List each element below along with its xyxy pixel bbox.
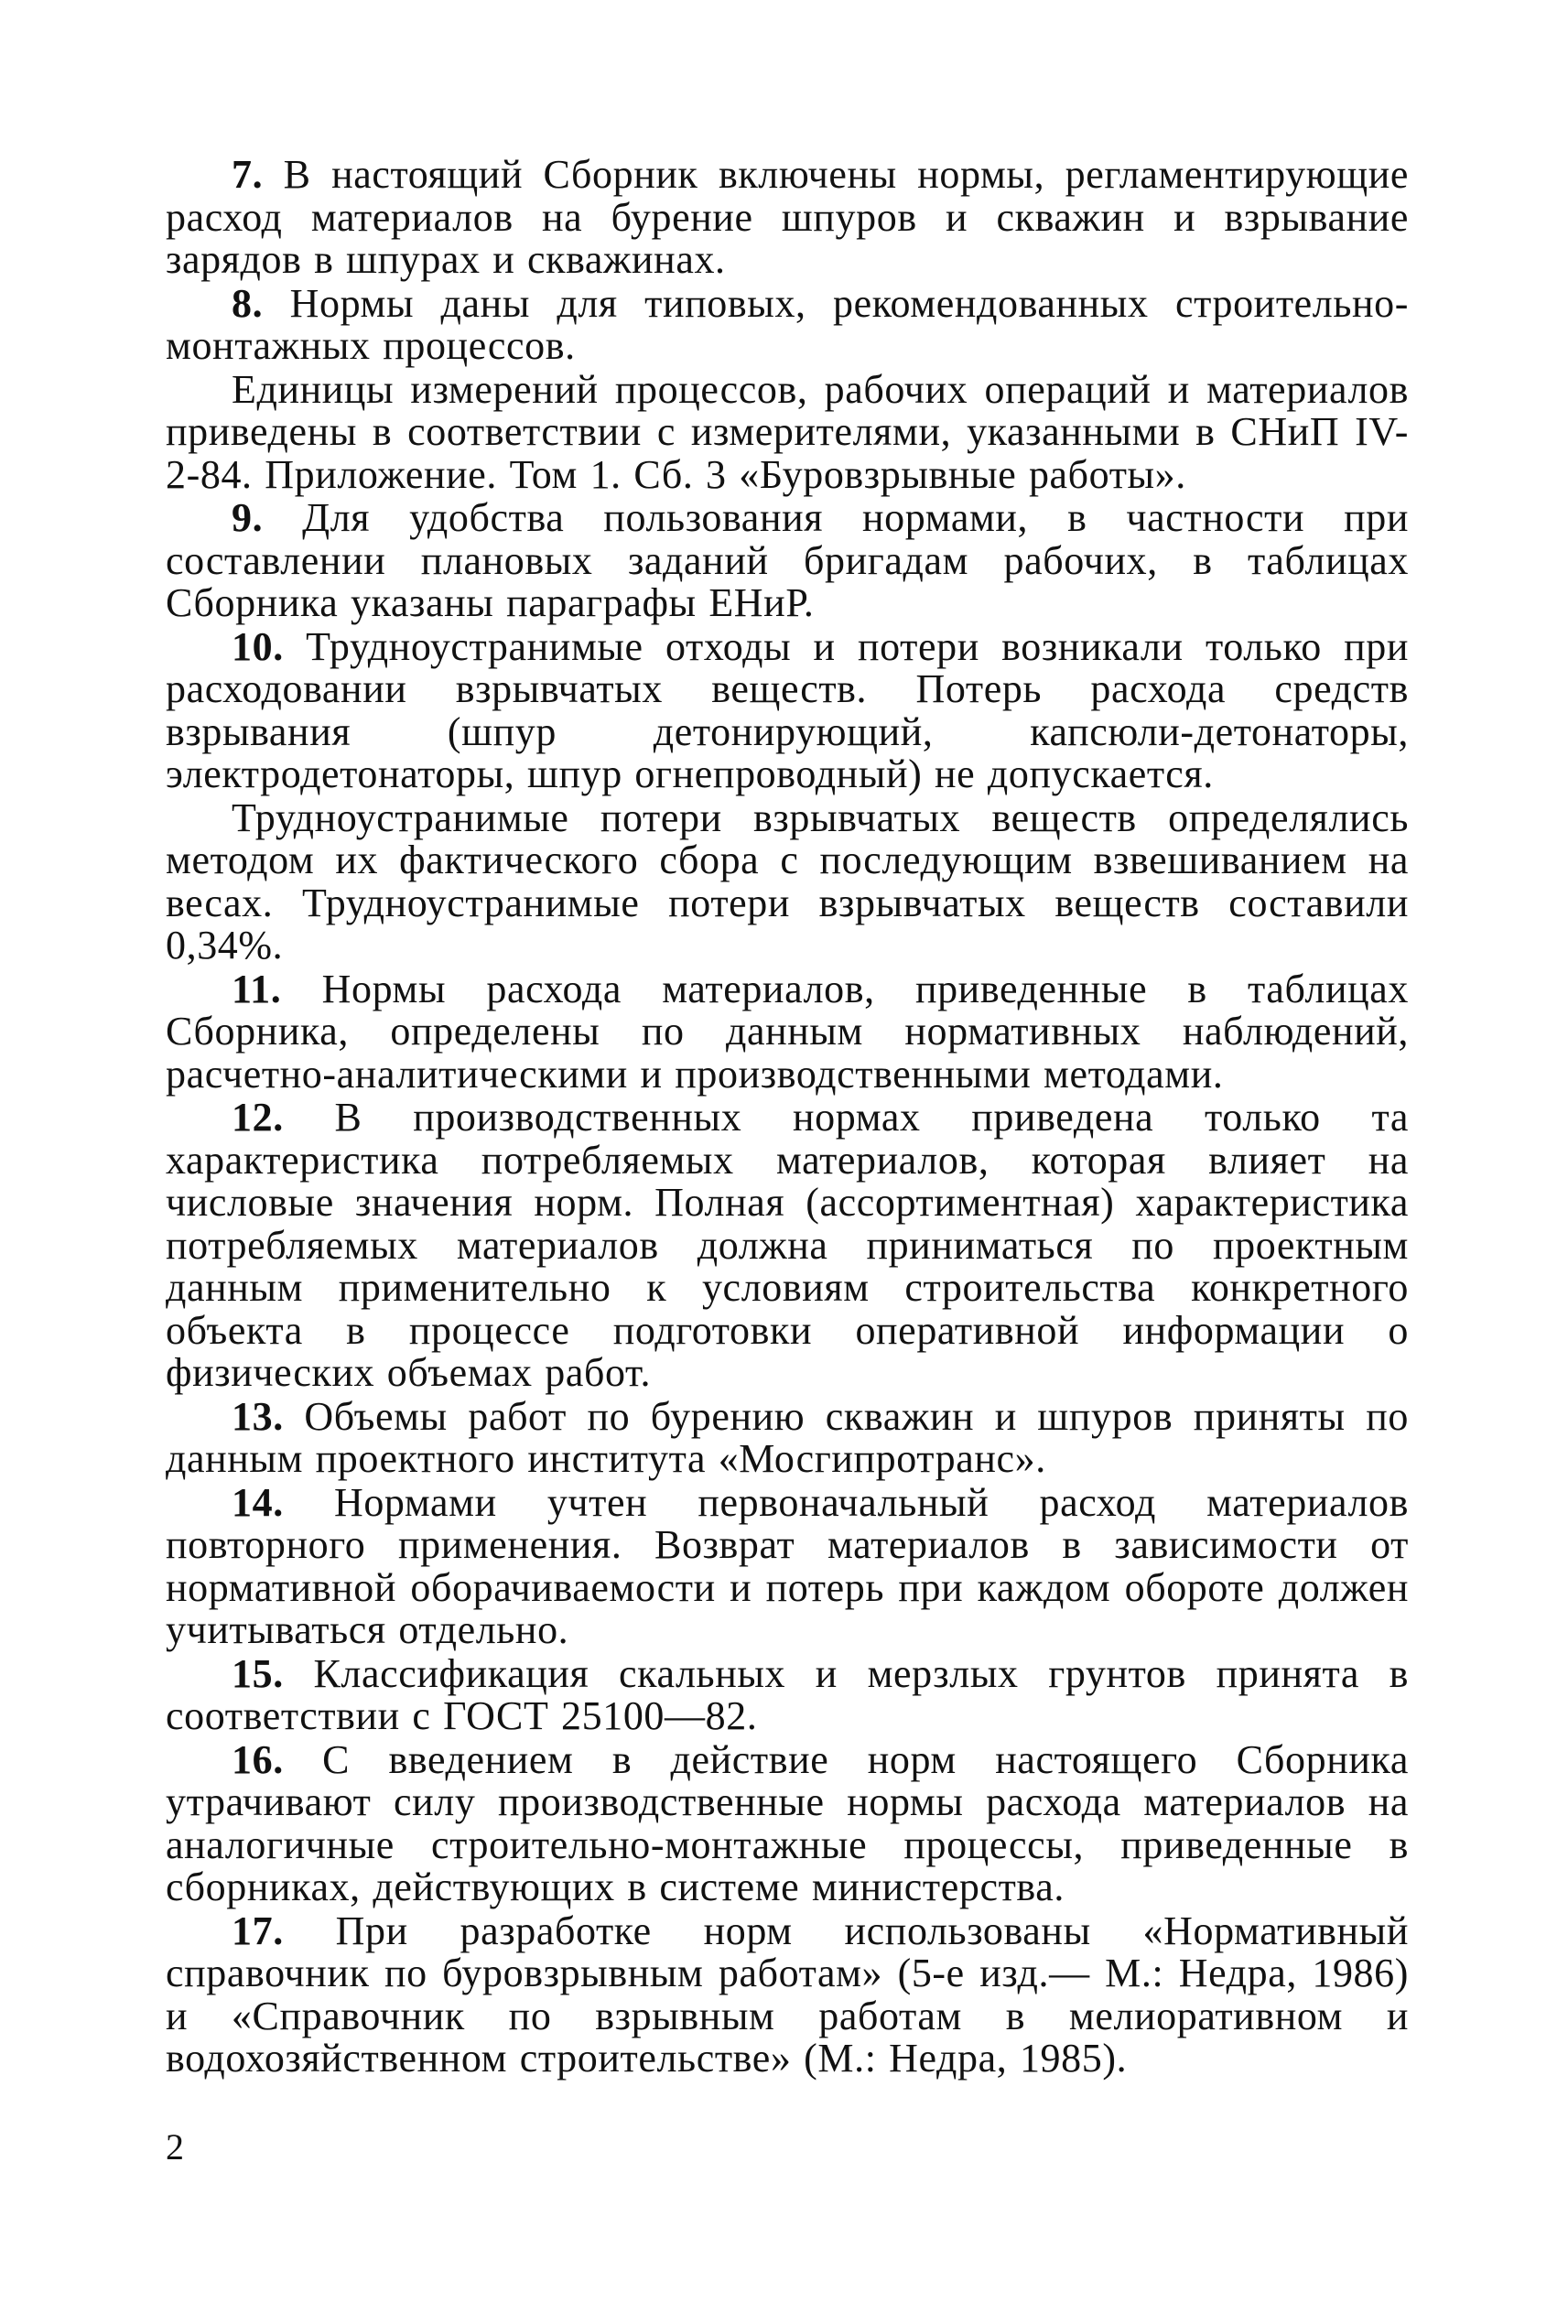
paragraph-9 xyxy=(166,497,1409,625)
paragraph-text: Единицы измерений процессов, рабочих операций и материалов приведены в соответствии с измерителями, указанными в СНиП IV-2-84. Приложение. Том 1. Сб. 3 «Буровзрывные работы». xyxy=(166,366,1409,497)
paragraph-number: 13. xyxy=(232,1393,284,1439)
paragraph-text: В настоящий Сборник включены нормы, регламентирующие расход материалов на бурение шпуров и скважин и взрывание зарядов в шпурах и скважинах. xyxy=(166,152,1409,282)
paragraph-8 xyxy=(166,280,1410,368)
paragraph-11 xyxy=(166,968,1409,1097)
paragraph-text: При разработке норм использованы «Нормативный справочник по буровзрывным работам» (5-е изд.— М.: Недра, 1986) и «Справочник по взрывным работам в мелиоративном и водохозяйственном строительстве» (М.: Недра, 1985). xyxy=(166,1908,1409,2081)
paragraph-13 xyxy=(166,1393,1410,1481)
paragraph-text: Нормами учтен первоначальный расход материалов повторного применения. Возврат материалов в зависимости от нормативной оборачиваемости и потерь при каждом обороте должен учитываться отдельно. xyxy=(166,1479,1409,1652)
paragraph-number: 15. xyxy=(232,1650,284,1696)
paragraph-14 xyxy=(166,1479,1409,1652)
paragraph-number: 11. xyxy=(232,966,282,1011)
paragraph-7 xyxy=(166,154,1409,282)
paragraph-number: 12. xyxy=(232,1095,284,1140)
paragraph-text: Нормы даны для типовых, рекомендованных строительно-монтажных процессов. xyxy=(166,280,1410,368)
paragraph-number: 16. xyxy=(232,1736,284,1782)
paragraph-10 xyxy=(166,623,1409,796)
paragraph-text: Нормы расхода материалов, приведенные в таблицах Сборника, определены по данным нормативных наблюдений, расчетно-аналитическими и производственными методами. xyxy=(166,966,1409,1097)
paragraph-text: Трудноустранимые отходы и потери возникали только при расходовании взрывчатых веществ. Потерь расхода средств взрывания (шпур детонирующий, капсюли-детонаторы, электродетонаторы, шпур огнепроводный) не допускается. xyxy=(166,623,1409,796)
paragraph-text: Для удобства пользования нормами, в частности при составлении плановых заданий бригадам рабочих, в таблицах Сборника указаны параграфы ЕНиР. xyxy=(166,495,1409,625)
document-body xyxy=(166,154,1409,2081)
paragraph-15 xyxy=(166,1650,1409,1738)
paragraph-number: 14. xyxy=(232,1479,284,1525)
paragraph-10-losses xyxy=(166,794,1409,967)
paragraph-number: 7. xyxy=(232,152,264,197)
paragraph-text: Трудноустранимые потери взрывчатых веществ определялись методом их фактического сбора с последующим взвешиванием на весах. Трудноустранимые потери взрывчатых веществ составили 0,34%. xyxy=(166,794,1409,967)
paragraph-text: В производственных нормах приведена только та характеристика потребляемых материалов, которая влияет на числовые значения норм. Полная (ассортиментная) характеристика потребляемых материалов должна приниматься по проектным данным применительно к условиям строительства конкретного объекта в процессе подготовки оперативной информации о физических объемах работ. xyxy=(166,1095,1409,1395)
paragraph-number: 17. xyxy=(232,1908,284,1953)
paragraph-17 xyxy=(166,1910,1409,2081)
paragraph-number: 8. xyxy=(232,280,264,326)
paragraph-16 xyxy=(166,1736,1409,1909)
paragraph-12 xyxy=(166,1097,1409,1395)
page-number: 2 xyxy=(166,2126,184,2167)
paragraph-text: Классификация скальных и мерзлых грунтов принята в соответствии с ГОСТ 25100—82. xyxy=(166,1650,1409,1738)
paragraph-text: Объемы работ по бурению скважин и шпуров приняты по данным проектного института «Мосгипротранс». xyxy=(166,1393,1410,1481)
paragraph-number: 9. xyxy=(232,495,264,540)
paragraph-text: С введением в действие норм настоящего Сборника утрачивают силу производственные нормы расхода материалов на аналогичные строительно-монтажные процессы, приведенные в сборниках, действующих в системе министерства. xyxy=(166,1736,1409,1909)
paragraph-number: 10. xyxy=(232,623,284,669)
paragraph-8-units xyxy=(166,366,1409,497)
